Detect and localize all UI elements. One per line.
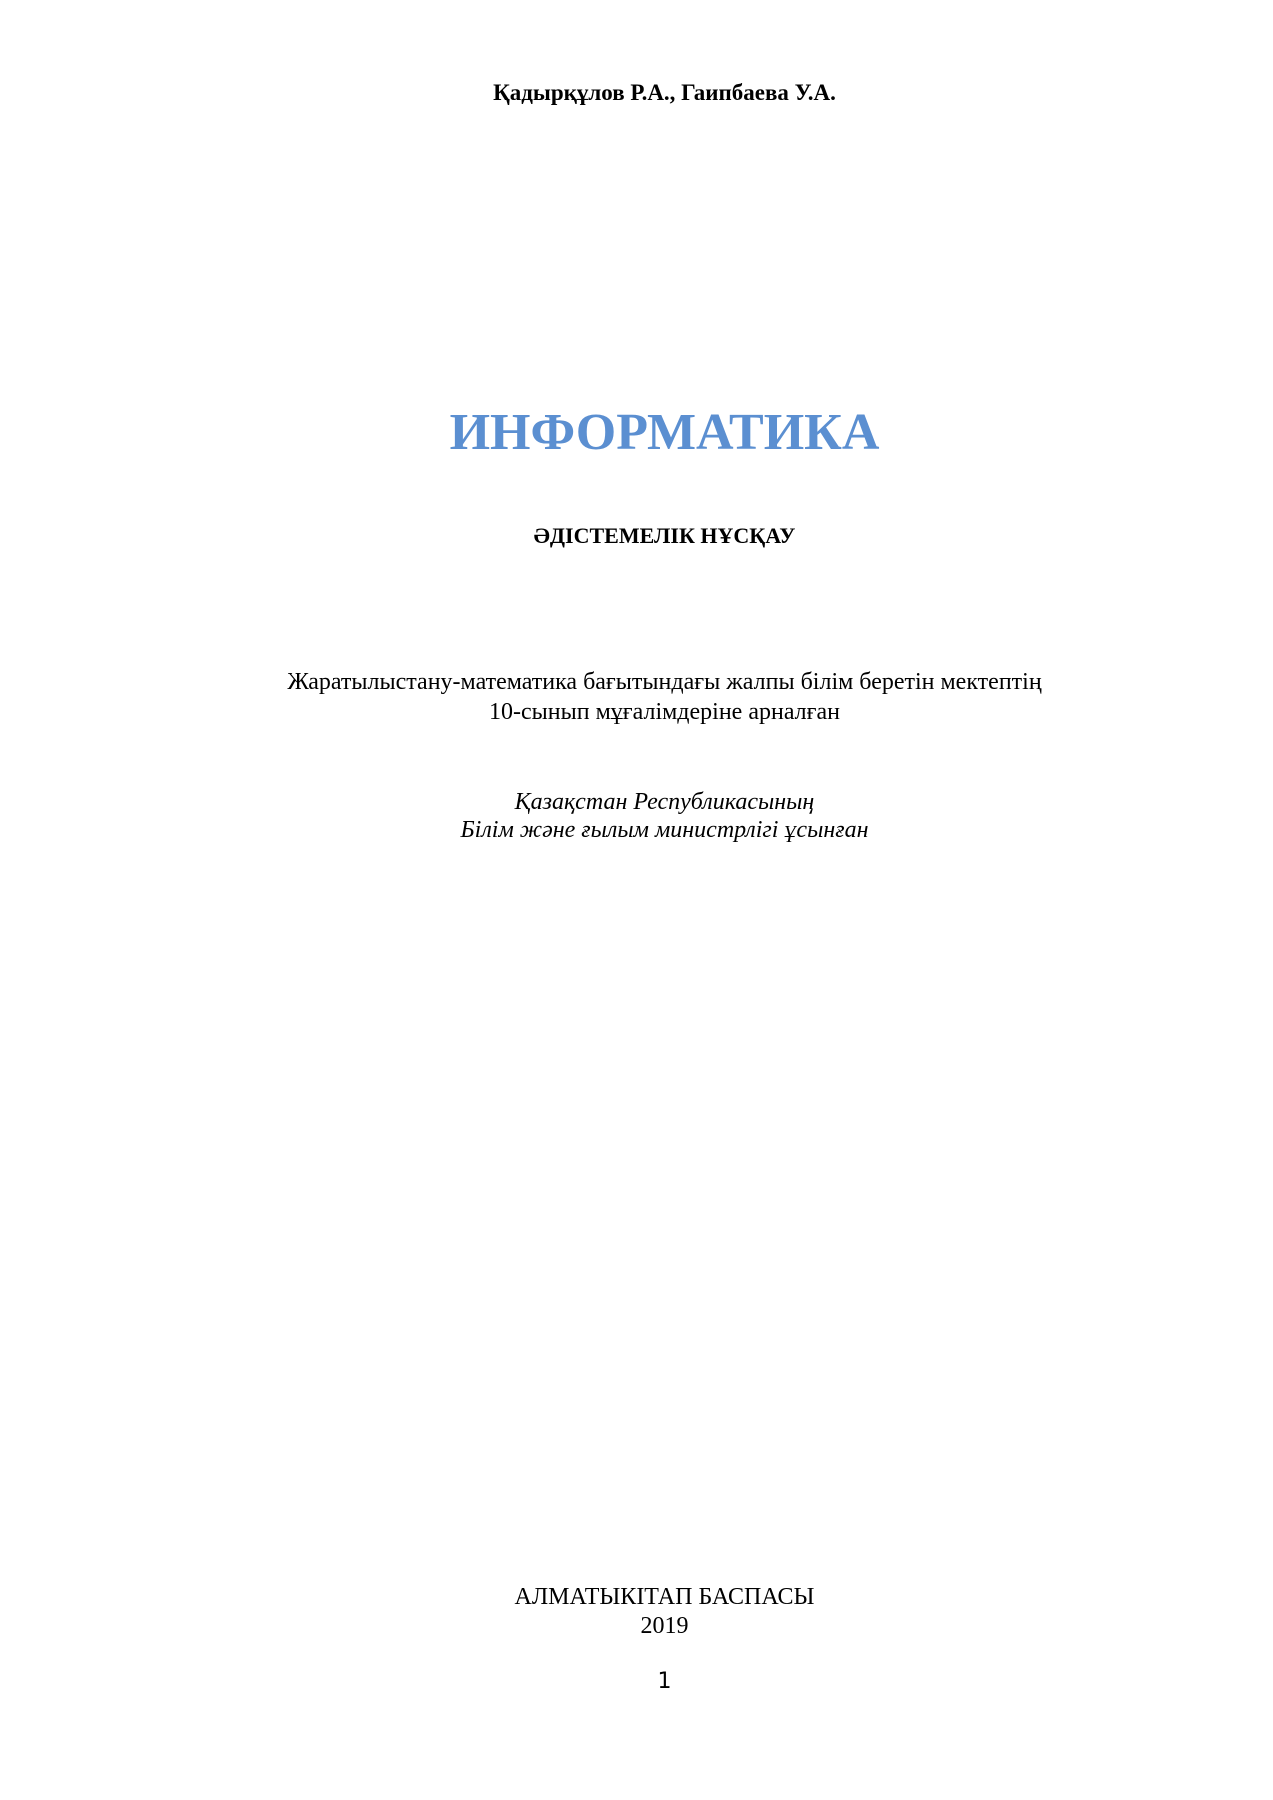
recommendation-line-1: Қазақстан Республикасының xyxy=(514,789,815,815)
authors: Қадырқұлов Р.А., Гаипбаева У.А. xyxy=(493,80,836,105)
recommendation-line-2: Білім және ғылым министрлігі ұсынған xyxy=(460,817,869,843)
document-subtitle: ӘДІСТЕМЕЛІК НҰСҚАУ xyxy=(533,523,796,548)
description-line-2: 10-сынып мұғалімдеріне арналған xyxy=(488,699,840,725)
description-line-1: Жаратылыстану-математика бағытындағы жалпы білім беретін мектептің xyxy=(287,669,1042,695)
document-title: ИНФОРМАТИКА xyxy=(449,404,880,461)
publication-year: 2019 xyxy=(640,1613,689,1639)
publisher: АЛМАТЫКІТАП БАСПАСЫ xyxy=(514,1584,815,1610)
page-number: 1 xyxy=(657,1669,672,1694)
